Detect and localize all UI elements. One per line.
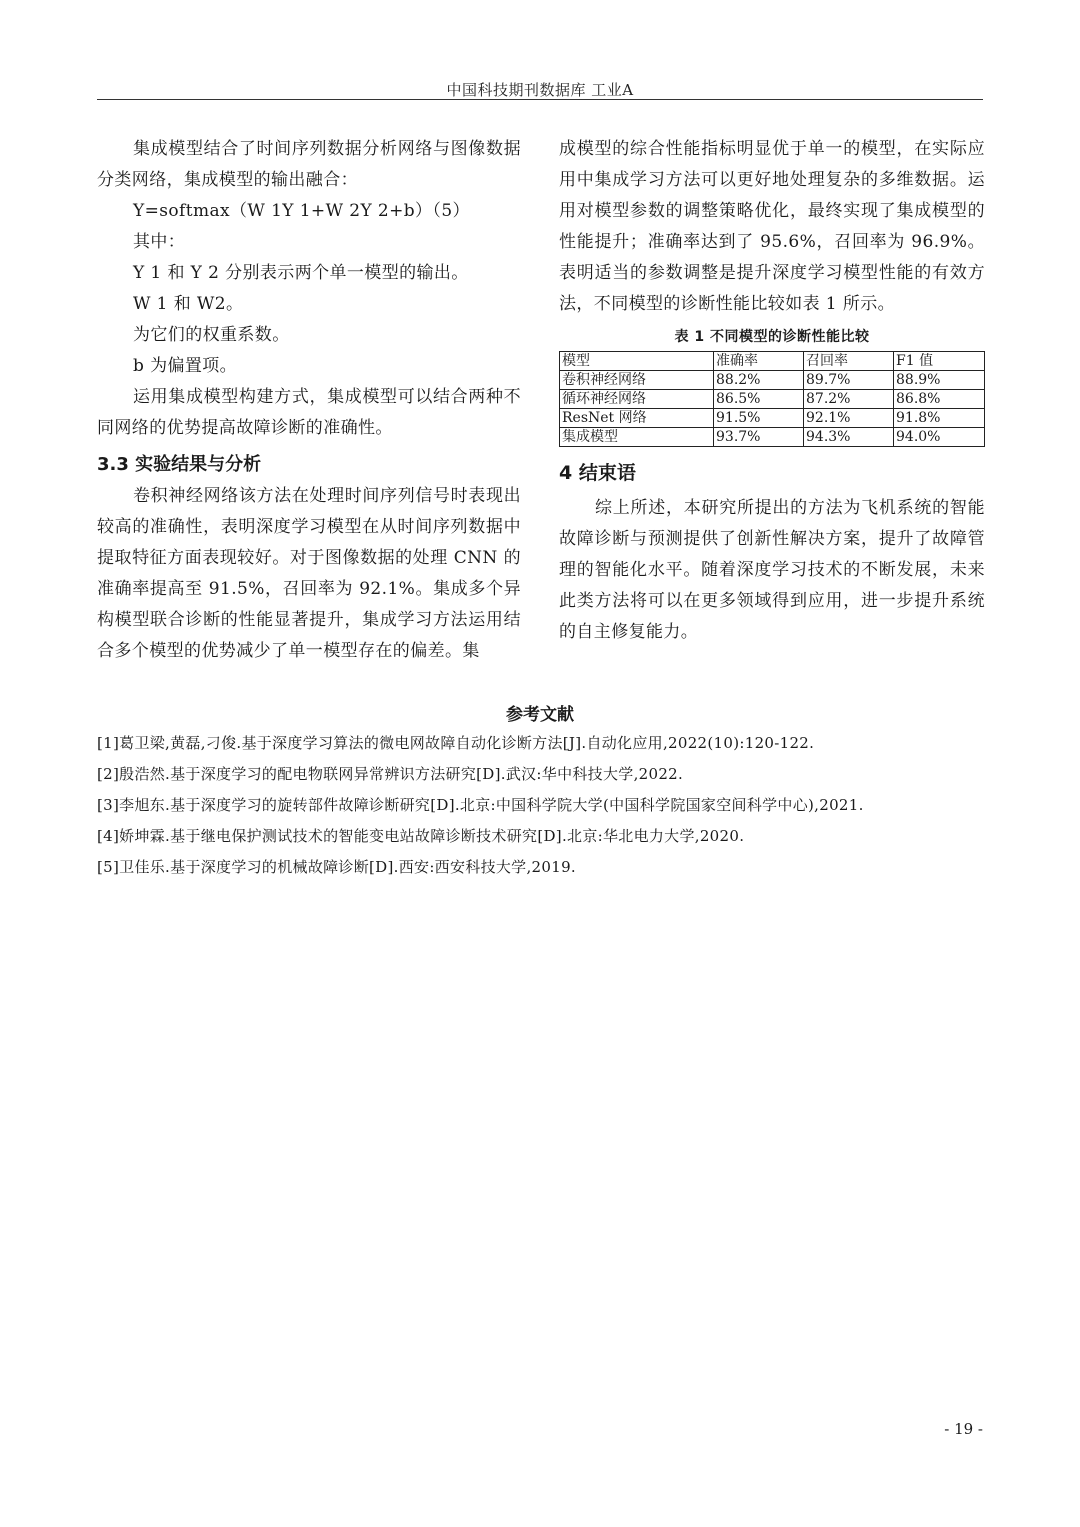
formula-note-3: 为它们的权重系数。 <box>133 325 290 345</box>
table-header-cell: 召回率 <box>804 352 894 371</box>
table-cell: 88.9% <box>894 371 985 390</box>
table-cell: 92.1% <box>804 409 894 428</box>
where-label: 其中： <box>133 232 186 252</box>
table-cell: 94.3% <box>804 428 894 447</box>
table-cell: 循环神经网络 <box>560 390 714 409</box>
table-cell: 91.8% <box>894 409 985 428</box>
header-rule <box>97 99 983 100</box>
table-row <box>560 371 985 390</box>
table-cell: 94.0% <box>894 428 985 447</box>
table-header-cell: 模型 <box>560 352 714 371</box>
table-row <box>560 428 985 447</box>
comparison-table <box>559 351 985 447</box>
reference-item: [3]李旭东.基于深度学习的旋转部件故障诊断研究[D].北京:中国科学院大学(中国科学院国家空间科学中心),2021. <box>97 796 864 814</box>
formula: Y=softmax（W 1Y 1+W 2Y 2+b）（5） <box>133 201 470 221</box>
table-caption: 表 1 不同模型的诊断性能比较 <box>674 329 870 345</box>
references-title: 参考文献 <box>506 705 574 725</box>
right-column <box>559 134 985 648</box>
paragraph-results: 卷积神经网络该方法在处理时间序列信号时表现出较高的准确性，表明深度学习模型在从时间序列数据中提取特征方面表现较好。对于图像数据的处理 CNN 的准确率提高至 91.5%，召回率为 92.1%。集成多个异构模型联合诊断的性能显著提升，集成学习方法运用结合多个模型的优势减少了单一模型存在的偏差。集 <box>97 486 521 661</box>
table-row <box>560 409 985 428</box>
table-cell: 86.8% <box>894 390 985 409</box>
table-cell: 93.7% <box>714 428 804 447</box>
formula-note-2: W 1 和 W2。 <box>133 294 244 314</box>
section-heading-4: 4 结束语 <box>559 462 636 484</box>
table-cell: 87.2% <box>804 390 894 409</box>
reference-item: [4]娇坤霖.基于继电保护测试技术的智能变电站故障诊断技术研究[D].北京:华北电力大学,2020. <box>97 827 745 845</box>
paragraph-ensemble-intro: 集成模型结合了时间序列数据分析网络与图像数据分类网络，集成模型的输出融合： <box>97 139 521 190</box>
reference-item: [2]殷浩然.基于深度学习的配电物联网异常辨识方法研究[D].武汉:华中科技大学,2022. <box>97 765 684 783</box>
paragraph-ensemble-benefit: 运用集成模型构建方式，集成模型可以结合两种不同网络的优势提高故障诊断的准确性。 <box>97 387 521 438</box>
table-header-cell: 准确率 <box>714 352 804 371</box>
formula-note-4: b 为偏置项。 <box>133 356 238 376</box>
paragraph-results-cont: 成模型的综合性能指标明显优于单一的模型，在实际应用中集成学习方法可以更好地处理复杂的多维数据。运用对模型参数的调整策略优化，最终实现了集成模型的性能提升；准确率达到了 95.6%，召回率为 96.9%。表明适当的参数调整是提升深度学习模型性能的有效方法，不同模型的诊断性能比较如表 1 所示。 <box>559 139 985 314</box>
table-cell: ResNet 网络 <box>560 409 714 428</box>
table-header-cell: F1 值 <box>894 352 985 371</box>
table-header-row <box>560 352 985 371</box>
table-cell: 88.2% <box>714 371 804 390</box>
table-row <box>560 390 985 409</box>
reference-item: [5]卫佳乐.基于深度学习的机械故障诊断[D].西安:西安科技大学,2019. <box>97 858 576 876</box>
left-column <box>97 134 521 667</box>
table-cell: 集成模型 <box>560 428 714 447</box>
section-heading-3-3: 3.3 实验结果与分析 <box>97 454 262 475</box>
formula-note-1: Y 1 和 Y 2 分别表示两个单一模型的输出。 <box>133 263 469 283</box>
table-cell: 91.5% <box>714 409 804 428</box>
table-cell: 卷积神经网络 <box>560 371 714 390</box>
references-list <box>97 728 983 883</box>
running-header: 中国科技期刊数据库 工业A <box>446 81 634 99</box>
table-cell: 86.5% <box>714 390 804 409</box>
table-cell: 89.7% <box>804 371 894 390</box>
paragraph-conclusion: 综上所述，本研究所提出的方法为飞机系统的智能故障诊断与预测提供了创新性解决方案，提升了故障管理的智能化水平。随着深度学习技术的不断发展，未来此类方法将可以在更多领域得到应用，进一步提升系统的自主修复能力。 <box>559 498 985 642</box>
reference-item: [1]葛卫梁,黄磊,刁俊.基于深度学习算法的微电网故障自动化诊断方法[J].自动化应用,2022(10):120-122. <box>97 734 815 752</box>
page-number: - 19 - <box>944 1420 983 1438</box>
